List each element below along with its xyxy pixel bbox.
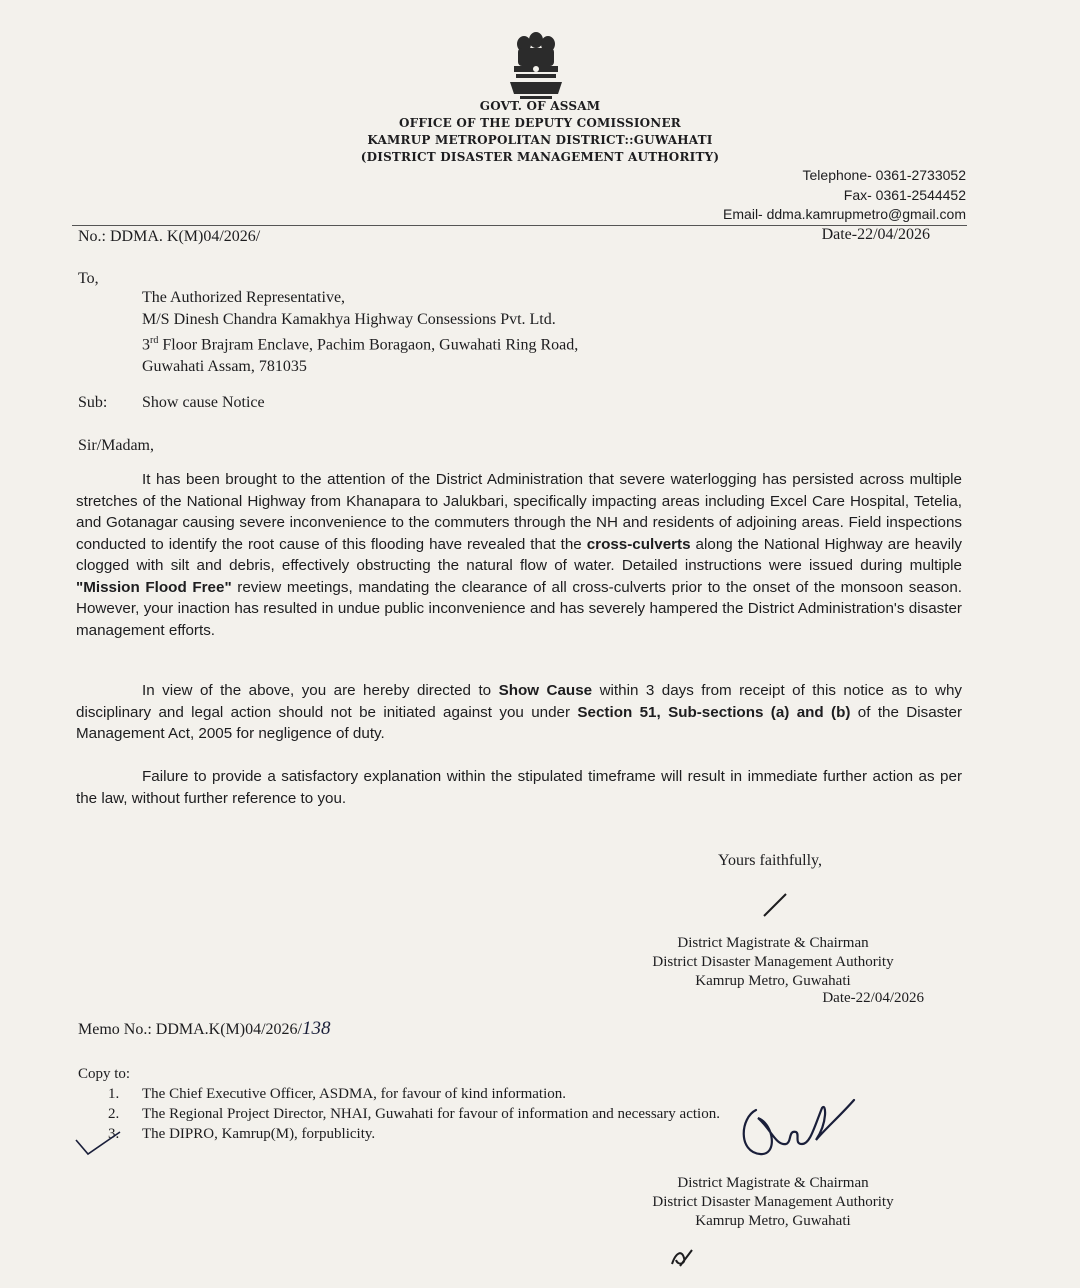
subject-text: Show cause Notice: [142, 394, 265, 411]
header-line-4: (DISTRICT DISASTER MANAGEMENT AUTHORITY): [360, 150, 720, 164]
bottom-initial-icon: [668, 1244, 696, 1270]
state-emblem-icon: [500, 28, 572, 104]
signatory-1-authority: District Disaster Management Authority: [652, 954, 894, 970]
email: Email- ddma.kamrupmetro@gmail.com: [723, 206, 966, 222]
handwritten-signature-icon: [730, 1088, 860, 1168]
fax: Fax- 0361-2544452: [843, 187, 966, 203]
subject-label: Sub:: [78, 394, 108, 411]
signatory-1-location: Kamrup Metro, Guwahati: [695, 973, 851, 989]
initial-mark-icon: [760, 890, 790, 920]
tick-mark-icon: [74, 1128, 124, 1158]
header-line-2: OFFICE OF THE DEPUTY COMISSIONER: [399, 116, 681, 130]
signatory-2-title: District Magistrate & Chairman: [677, 1175, 869, 1191]
copy-list: [108, 1084, 720, 1144]
addressee-line-3: 3rd Floor Brajram Enclave, Pachim Boragaon, Guwahati Ring Road,: [142, 335, 579, 354]
signatory-2-authority: District Disaster Management Authority: [652, 1194, 894, 1210]
paragraph-1: It has been brought to the attention of the District Administration that severe waterlogging has persisted across multiple stretches of the National Highway from Khanapara to Jalukbari, specifically impacting areas including Excel Care Hospital, Tetelia, and Gotanagar causing severe inconvenience to the commuters through the NH and residents of adjoining areas. Field inspections conducted to identify the root cause of this flooding have revealed that the cross-culverts along the National Highway are heavily clogged with silt and debris, effectively obstructing the natural flow of water. Detailed instructions were issued during multiple "Mission Flood Free" review meetings, mandating the clearance of all cross-culverts prior to the onset of the monsoon season. However, your inaction has resulted in undue public inconvenience and has severely hampered the District Administration's disaster management efforts.: [76, 471, 962, 639]
signatory-1-title: District Magistrate & Chairman: [677, 935, 869, 951]
signatory-1-date: Date-22/04/2026: [822, 990, 924, 1006]
signatory-2-location: Kamrup Metro, Guwahati: [695, 1213, 851, 1229]
closing: Yours faithfully,: [718, 852, 823, 869]
memo-printed: Memo No.: DDMA.K(M)04/2026/: [78, 1021, 302, 1038]
copy-item: 1. The Chief Executive Officer, ASDMA, for favour of kind information.: [108, 1086, 567, 1102]
to-label: To,: [78, 270, 99, 287]
paragraph-2: In view of the above, you are hereby directed to Show Cause within 3 days from receipt of this notice as to why disciplinary and legal action should not be initiated against you under Section 51, Sub-sections (a) and (b) of the Disaster Management Act, 2005 for negligence of duty.: [76, 682, 962, 742]
header-line-3: KAMRUP METROPOLITAN DISTRICT::GUWAHATI: [367, 133, 713, 147]
paragraph-3: Failure to provide a satisfactory explanation within the stipulated timeframe will result in immediate further action as per the law, without further reference to you.: [76, 768, 962, 807]
salutation: Sir/Madam,: [78, 437, 154, 454]
memo-number: [78, 1018, 331, 1040]
addressee-line-2: M/S Dinesh Chandra Kamakhya Highway Consessions Pvt. Ltd.: [142, 310, 556, 328]
copy-to-label: Copy to:: [78, 1066, 131, 1082]
addressee-block: [142, 287, 578, 377]
memo-handwritten: 138: [302, 1018, 331, 1039]
copy-item: 2. The Regional Project Director, NHAI, Guwahati for favour of information and necessary action.: [108, 1106, 720, 1122]
copy-item: 3. The DIPRO, Kamrup(M), forpublicity.: [108, 1126, 376, 1142]
reference-number: No.: DDMA. K(M)04/2026/: [78, 228, 261, 245]
letter-date: Date-22/04/2026: [821, 226, 930, 243]
header-line-1: GOVT. OF ASSAM: [479, 99, 601, 113]
addressee-line-4: Guwahati Assam, 781035: [142, 357, 307, 375]
signatory-block-1: [628, 934, 918, 991]
signatory-block-2: [628, 1174, 918, 1231]
addressee-line-1: The Authorized Representative,: [142, 289, 346, 306]
telephone: Telephone- 0361-2733052: [802, 167, 966, 183]
